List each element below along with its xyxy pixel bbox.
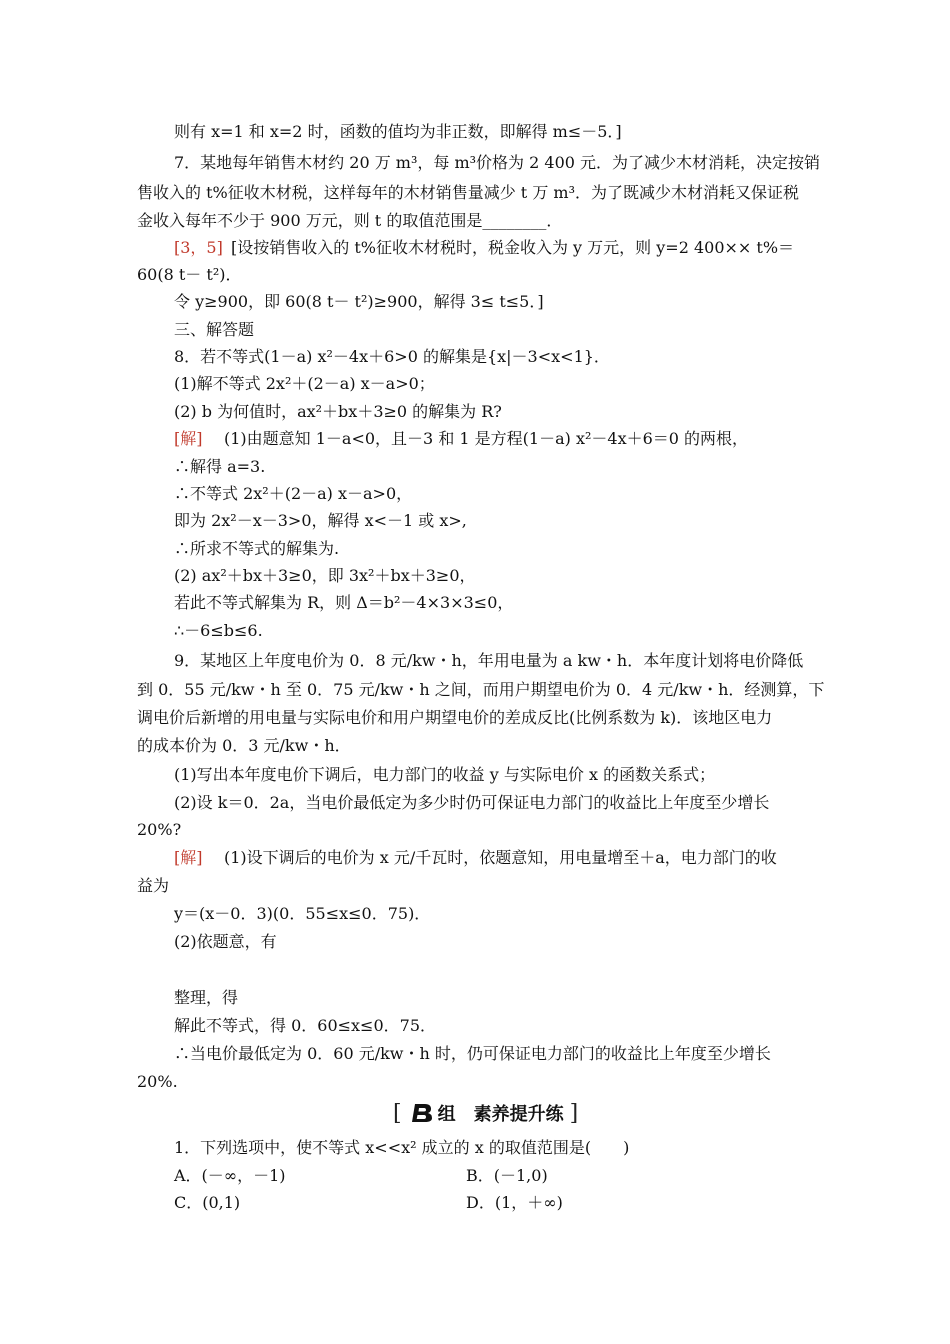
section-heading: 三、解答题 <box>174 320 255 339</box>
text-line: (1)写出本年度电价下调后，电力部门的收益 y 与实际电价 x 的函数关系式； <box>174 765 716 784</box>
text-line: 调电价后新增的用电量与实际电价和用户期望电价的差成反比(比例系数为 k)．该地区电力 <box>137 708 773 727</box>
text-line: ∴当电价最低定为 0．60 元/kw・h 时，仍可保证电力部门的收益比上年度至少增长 <box>174 1044 771 1063</box>
text-line: (1)解不等式 2x²＋(2－a) x－a>0； <box>174 374 435 393</box>
text-line: 售收入的 t%征收木材税，这样每年的木材销售量减少 t 万 m³．为了既减少木材消耗又保证税 <box>137 183 799 202</box>
option-a: A．(－∞，－1) <box>174 1166 286 1185</box>
text-line: 8．若不等式(1－a) x²－4x＋6>0 的解集是{x|－3<x<1}． <box>174 347 610 366</box>
text-line: 令 y≥900，即 60(8 t－ t²)≥900，解得 3≤ t≤5．] <box>174 292 544 311</box>
text-line: y＝(x－0．3)(0．55≤x≤0．75)． <box>174 904 431 923</box>
option-b: B．(－1,0) <box>466 1166 548 1185</box>
text-line: 7．某地每年销售木材约 20 万 m³，每 m³价格为 2 400 元．为了减少木材消耗，决定按销 <box>174 153 821 172</box>
header-bracket-right: ] <box>569 1100 579 1126</box>
text-line: 9．某地区上年度电价为 0．8 元/kw・h，年用电量为 a kw・h．本年度计划将电价降低 <box>174 651 804 670</box>
answer-tag: [3，5] <box>174 238 223 257</box>
text-line: (2)设 k＝0．2a，当电价最低定为多少时仍可保证电力部门的收益比上年度至少增长 <box>174 793 770 812</box>
solution-tag: [解] <box>174 848 203 867</box>
header-bracket-left: [ <box>393 1100 402 1126</box>
text-line: (1)由题意知 1－a<0，且－3 和 1 是方程(1－a) x²－4x＋6＝0 的两根， <box>224 429 749 448</box>
question-stem: 1．下列选项中，使不等式 x<<x² 成立的 x 的取值范围是( ) <box>174 1138 630 1157</box>
text-line: (1)设下调后的电价为 x 元/千瓦时，依题意知，用电量增至＋a，电力部门的收 <box>224 848 777 867</box>
text-line: 益为 <box>137 876 170 895</box>
text-line: 金收入每年不少于 900 万元，则 t 的取值范围是________． <box>137 211 563 230</box>
text-line: ∴－6≤b≤6. <box>174 621 263 640</box>
text-line: 的成本价为 0．3 元/kw・h． <box>137 736 351 755</box>
text-line: 到 0．55 元/kw・h 至 0．75 元/kw・h 之间，而用户期望电价为 0．4 元/kw・h．经测算，下 <box>137 680 825 699</box>
text-line: (2) b 为何值时，ax²＋bx＋3≥0 的解集为 R? <box>174 402 502 421</box>
text-line: 60(8 t－ t²)． <box>137 265 242 284</box>
section-b-header <box>393 1099 578 1127</box>
solution-tag: [解] <box>174 429 203 448</box>
text-line: (2)依题意，有 <box>174 932 277 951</box>
option-c: C．(0,1) <box>174 1193 241 1212</box>
text-line: 20%. <box>137 1072 178 1091</box>
text-line: 解此不等式，得 0．60≤x≤0．75． <box>174 1016 437 1035</box>
group-b-icon <box>410 1102 434 1124</box>
section-b-title: 组 素养提升练 <box>437 1104 564 1125</box>
option-d: D．(1，＋∞) <box>466 1193 563 1212</box>
text-line: 则有 x=1 和 x=2 时，函数的值均为非正数，即解得 m≤－5．] <box>174 122 622 141</box>
text-line: [设按销售收入的 t%征收木材税时，税金收入为 y 万元，则 y=2 400×× t%＝ <box>231 238 795 257</box>
text-line: 若此不等式解集为 R，则 Δ＝b²－4×3×3≤0， <box>174 593 514 612</box>
text-line: (2) ax²＋bx＋3≥0，即 3x²＋bx＋3≥0， <box>174 566 476 585</box>
text-line: ∴不等式 2x²＋(2－a) x－a>0， <box>174 484 413 503</box>
text-line: 20%? <box>137 820 182 839</box>
text-line: ∴所求不等式的解集为. <box>174 539 340 558</box>
text-line: 即为 2x²－x－3>0，解得 x<－1 或 x>, <box>174 511 467 530</box>
text-line: 整理，得 <box>174 988 239 1007</box>
text-line: ∴解得 a=3. <box>174 457 266 476</box>
